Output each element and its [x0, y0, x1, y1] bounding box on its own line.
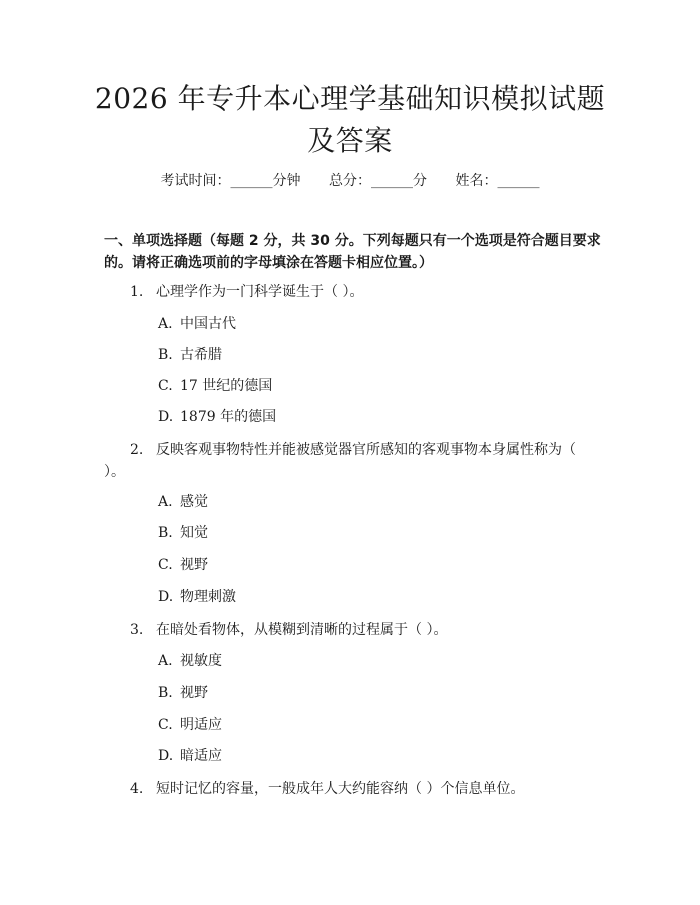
option-letter: B.: [158, 685, 173, 701]
question-number: 3.: [130, 622, 144, 638]
student-name-field: 姓名：______: [455, 173, 540, 189]
option-letter: D.: [158, 589, 174, 605]
option-2a: [158, 492, 208, 512]
question-number: 2.: [130, 442, 144, 458]
question-3: [104, 619, 600, 641]
exam-time-field: 考试时间：______分钟: [160, 173, 301, 189]
section-heading: 一、单项选择题（每题 2 分，共 30 分。下列每题只有一个选项是符合题目要求的。请将正确选项前的字母填涂在答题卡相应位置。）: [104, 233, 601, 271]
option-text: 感觉: [180, 494, 208, 510]
option-letter: A.: [158, 653, 173, 669]
option-2d: [158, 587, 236, 607]
question-2: [104, 439, 600, 483]
option-letter: D.: [158, 409, 174, 425]
option-1d: [158, 407, 276, 427]
option-1b: [158, 345, 222, 365]
option-1c: [158, 376, 272, 396]
option-text: 17 世纪的德国: [180, 378, 273, 394]
question-4: [104, 778, 600, 800]
option-3b: [158, 683, 208, 703]
total-score-field: 总分：______分: [329, 173, 427, 189]
option-letter: C.: [158, 717, 173, 733]
option-letter: C.: [158, 557, 173, 573]
question-text: 心理学作为一门科学诞生于（ ）。: [156, 284, 364, 300]
option-letter: C.: [158, 378, 173, 394]
option-text: 知觉: [180, 525, 208, 541]
option-text: 暗适应: [180, 748, 222, 764]
option-letter: A.: [158, 316, 173, 332]
option-text: 1879 年的德国: [180, 409, 277, 425]
option-letter: B.: [158, 347, 173, 363]
option-text: 明适应: [180, 717, 222, 733]
option-text: 中国古代: [180, 316, 236, 332]
exam-info: [0, 170, 700, 190]
question-text: 反映客观事物特性并能被感觉器官所感知的客观事物本身属性称为（ ）。: [104, 442, 576, 480]
option-text: 物理刺激: [180, 589, 236, 605]
question-text: 短时记忆的容量，一般成年人大约能容纳（ ）个信息单位。: [156, 781, 525, 797]
option-letter: D.: [158, 748, 174, 764]
option-3c: [158, 715, 222, 735]
option-2c: [158, 555, 208, 575]
option-text: 视野: [180, 685, 208, 701]
question-text: 在暗处看物体，从模糊到清晰的过程属于（ ）。: [156, 622, 448, 638]
option-1a: [158, 314, 236, 334]
page-title: 2026 年专升本心理学基础知识模拟试题及答案: [94, 82, 606, 157]
question-1: [104, 281, 600, 303]
question-number: 4.: [130, 781, 144, 797]
option-text: 视敏度: [180, 653, 222, 669]
option-letter: B.: [158, 525, 173, 541]
option-text: 视野: [180, 557, 208, 573]
question-number: 1.: [130, 284, 144, 300]
option-letter: A.: [158, 494, 173, 510]
option-2b: [158, 523, 208, 543]
option-3a: [158, 651, 222, 671]
option-text: 古希腊: [180, 347, 222, 363]
option-3d: [158, 746, 222, 766]
